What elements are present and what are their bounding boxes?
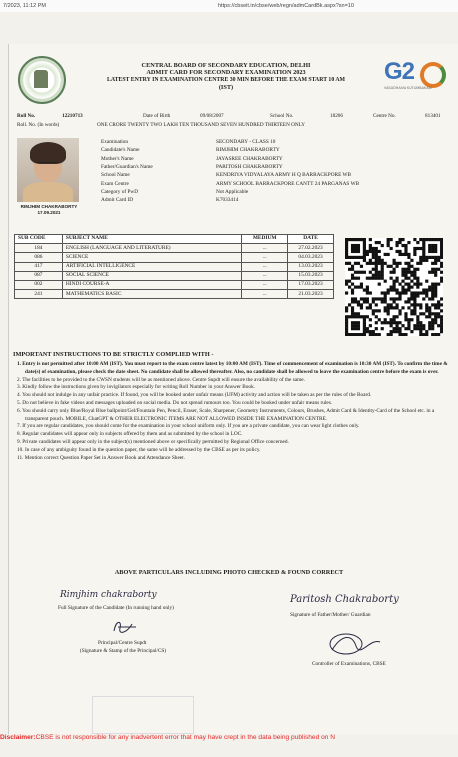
table-row: 184 ENGLISH (LANGUAGE AND LITERATURE) ... 27.02.2023 xyxy=(15,244,334,253)
candidate-signature-label: Full Signature of the Candidate (In running hand only) xyxy=(58,605,174,611)
photo-caption xyxy=(16,204,82,215)
instruction-item: 6. You should carry only Blue/Royal Blue ballpoint/Gel/Fountain Pen, Pencil, Eraser, Scale, Sharpener, Geometry Instruments, Colours, Brushes, Admit Card & Identity-Card of the School etc. in a transparent pouch. MOBILE, ChatGPT & OTHER ELECTRONIC ITEMS ARE NOT ALLOWED INSIDE THE EXAMINATION CENTRE. xyxy=(17,407,435,422)
instruction-item: 10. In case of any ambiguity found in the question paper, the same will be addressed by the CBSE as per its policy. xyxy=(17,446,261,453)
disclaimer xyxy=(0,734,458,741)
instruction-item: 9. Private candidates will appear only in the subject(s) mentioned above or specifically permitted by Regional Office concerned. xyxy=(17,438,289,445)
verification-note: ABOVE PARTICULARS INCLUDING PHOTO CHECKED & FOUND CORRECT xyxy=(114,569,344,576)
card-title: ADMIT CARD FOR SECONDARY EXAMINATION 2023 xyxy=(146,69,306,77)
detail-label: Mother's Name xyxy=(101,156,134,162)
detail-value: JAYASREE CHAKRABORTY xyxy=(216,156,283,162)
dob-label: Date of Birth xyxy=(143,113,171,119)
card-header xyxy=(68,62,384,92)
roll-no-value: 12210713 xyxy=(62,113,83,119)
candidate-signature: Rimjhim chakraborty xyxy=(60,590,157,600)
detail-label: Admit Card ID xyxy=(101,197,134,203)
table-row: 087 SOCIAL SCIENCE ... 15.03.2023 xyxy=(15,271,334,280)
table-row: 086 SCIENCE ... 04.03.2023 xyxy=(15,253,334,262)
roll-words-value: ONE CRORE TWENTY TWO LAKH TEN THOUSAND SEVEN HUNDRED THIRTEEN ONLY xyxy=(97,122,305,128)
entry-note-tail: (IST) xyxy=(218,84,234,92)
school-no-value: 18206 xyxy=(330,113,343,119)
detail-value: RIMJHIM CHAKRABORTY xyxy=(216,147,280,153)
principal-signature-icon xyxy=(110,618,140,632)
centre-no-label: Centre No. xyxy=(373,113,396,119)
principal-sub-label: (Signature & Stamp of the Principal/CS) xyxy=(80,648,167,654)
detail-label: School Name xyxy=(101,172,130,178)
instruction-item: 7. If you are regular candidates, you should come for the examination in your school uniform only. If you are a private candidate, you can wear light clothes only. xyxy=(17,423,360,430)
print-datetime: 7/2023, 11:12 PM xyxy=(3,3,47,9)
instruction-item: 11. Mention correct Question Paper Set in Answer Book and Attendance Sheet. xyxy=(17,454,185,461)
detail-value: PARITOSH CHAKRABORTY xyxy=(216,164,283,170)
controller-signature-icon xyxy=(322,628,382,658)
table-row: 241 MATHEMATICS BASIC ... 21.03.2023 xyxy=(15,290,334,299)
instructions-title: IMPORTANT INSTRUCTIONS TO BE STRICTLY COMPLIED WITH - xyxy=(13,351,214,358)
disclaimer-label: Disclaimer: xyxy=(0,734,36,741)
disclaimer-text: CBSE is not responsible for any inadvertent error that may have crept in the data being published on N xyxy=(35,734,336,741)
principal-label: Principal/Centre Supdt xyxy=(98,640,147,646)
qr-code-icon xyxy=(345,238,443,336)
browser-print-header xyxy=(0,0,458,12)
detail-value: K7033414 xyxy=(216,197,239,203)
detail-value: ARMY SCHOOL BARRACKPORE CANTT 24 PARGANAS WB xyxy=(216,181,360,187)
instruction-item: 8. Regular candidates will appear only in subjects offered by them and as submitted by the school in LOC. xyxy=(17,431,243,438)
col-header: MEDIUM xyxy=(242,235,288,244)
photo-caption-name: RIMJHIM CHAKRABORTY xyxy=(20,204,78,209)
table-row: 002 HINDI COURSE-A ... 17.03.2023 xyxy=(15,280,334,289)
table-row: 417 ARTIFICIAL INTELLIGENCE ... 13.03.2023 xyxy=(15,262,334,271)
detail-label: Candidate's Name xyxy=(101,147,140,153)
detail-label: Category of PwD xyxy=(101,189,139,195)
dob-value: 09/08/2007 xyxy=(200,113,224,119)
detail-value: KENDRIYA VIDYALAYA ARMY H Q BARRACKPORE WB xyxy=(216,172,352,178)
school-no-label: School No. xyxy=(270,113,294,119)
instruction-item: 3. Kindly follow the instructions given by invigilators especially for writing Roll Number in your Answer Book. xyxy=(17,384,256,391)
instruction-item: 2. The facilities to be provided to the CWSN students will be as mentioned above. Centre Supdt will ensure the availability of the same. xyxy=(17,376,305,383)
instruction-item: 1. Entry is not permitted after 10:00 AM (IST). You must report to the exam centre latest by 10:00 AM (IST). Time of commencement of examination is 10:30 AM (IST). To confirm the time & date(s) of examination, please check the date sheet. No candidate shall be allowed thereafter. Also, no candidate shall be allowed to leave the examination centre before the exam is over. xyxy=(17,361,448,375)
instruction-item: 5. Do not believe in fake videos and messages uploaded on social media. Do not spread rumours too. You could be booked under unfair means rules. xyxy=(17,399,333,406)
detail-value: Not Applicable xyxy=(216,189,249,195)
instruction-item: 4. You should not indulge in any unfair practice. If found, you will be booked under unfair means (UFM) activity and action will be taken as per the rules of the Board. xyxy=(17,392,372,399)
father-signature: Paritosh Chakraborty xyxy=(290,594,399,605)
instructions-list xyxy=(13,361,453,462)
roll-words-label: Roll. No. (In words) xyxy=(17,122,60,128)
detail-label: Exam Centre xyxy=(101,181,129,187)
board-name: CENTRAL BOARD OF SECONDARY EDUCATION, DELHI xyxy=(141,62,311,69)
photo-caption-date: 17.09.2021 xyxy=(37,209,61,215)
detail-label: Father/Guardian's Name xyxy=(101,164,153,170)
g20-logo-icon xyxy=(382,56,450,92)
cbse-logo-icon xyxy=(18,56,66,104)
g20-logo-text: G2 xyxy=(384,58,415,85)
roll-no-label: Roll No. xyxy=(17,113,36,119)
candidate-photo xyxy=(17,138,79,202)
col-header: SUB CODE xyxy=(15,235,63,244)
school-stamp-icon xyxy=(92,696,194,734)
col-header: SUBJECT NAME xyxy=(62,235,241,244)
print-url: https://cbseit.in/cbse/web/regn/admCardBk.aspx?sn=10 xyxy=(218,3,354,9)
entry-note: LATEST ENTRY IN EXAMINATION CENTRE 30 MIN BEFORE THE EXAM START 10 AM xyxy=(106,76,346,83)
subjects-table xyxy=(14,234,334,299)
detail-value: SECONDARY - CLASS 10 xyxy=(216,139,276,145)
controller-label: Controller of Examinations, CBSE xyxy=(312,661,386,667)
father-signature-label: Signature of Father/Mother/ Guardian xyxy=(290,612,371,618)
col-header: DATE xyxy=(288,235,334,244)
detail-label: Examination xyxy=(101,139,129,145)
centre-no-value: 813401 xyxy=(425,113,441,119)
table-header-row xyxy=(15,235,334,244)
g20-logo-subtext: VASUDHAIVA KUTUMBAKAM xyxy=(384,86,432,90)
